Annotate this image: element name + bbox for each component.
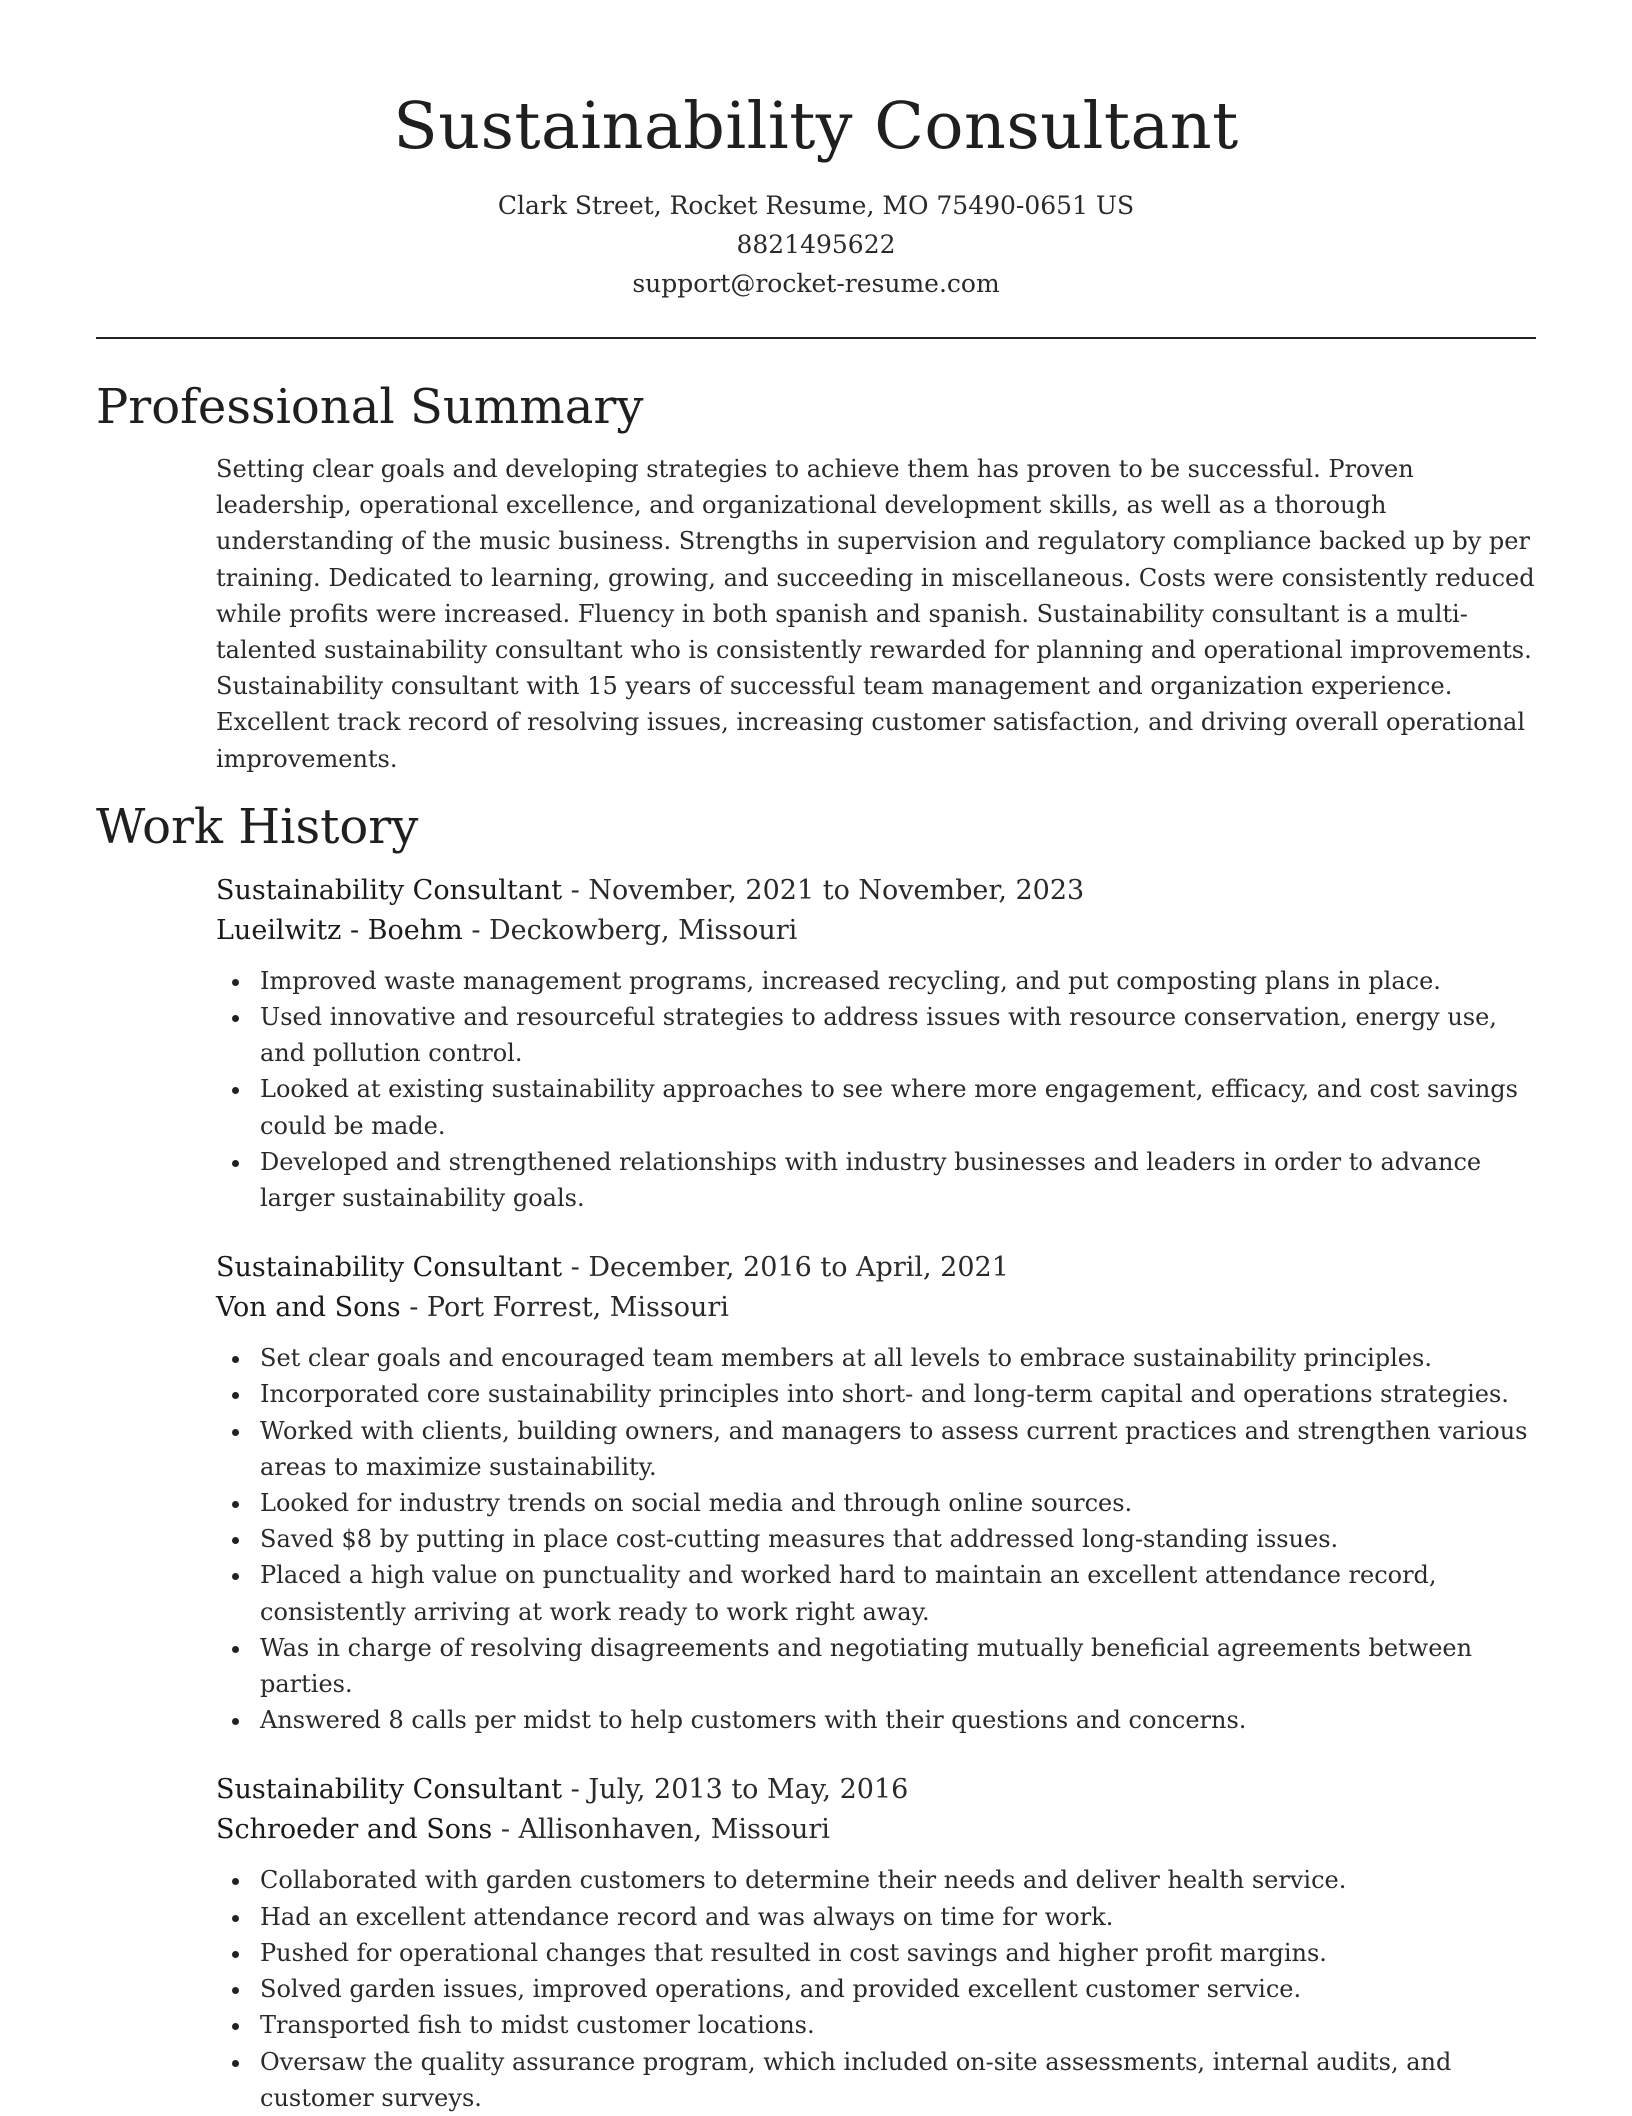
contact-phone: 8821495622 <box>736 230 896 259</box>
job-title-line <box>216 1248 1536 1288</box>
candidate-name: Sustainability Consultant <box>393 89 1239 164</box>
job-bullets <box>216 1340 1536 1738</box>
job-role: Sustainability Consultant <box>216 874 563 906</box>
summary-text: Setting clear goals and developing strategies to achieve them has proven to be successful. Proven leadership, operational excellence, and organizational development skills, as well as a thorough understanding of the music business. Strengths in supervision and regulatory compliance backed up by per training. Dedicated to learning, growing, and succeeding in miscellaneous. Costs were consistently reduced while profits were increased. Fluency in both spanish and spanish. Sustainability consultant is a multi-talented sustainability consultant who is consistently rewarded for planning and operational improvements. Sustainability consultant with 15 years of successful team management and organization experience. Excellent track record of resolving issues, increasing customer satisfaction, and driving overall operational improvements. <box>216 455 1535 773</box>
job-bullet: Answered 8 calls per midst to help customers with their questions and concerns. <box>260 1702 1536 1738</box>
job-location: - Deckowberg, Missouri <box>462 914 798 946</box>
resume-header <box>96 0 1536 303</box>
job-bullet: Had an excellent attendance record and was always on time for work. <box>260 1899 1536 1935</box>
contact-address: Clark Street, Rocket Resume, MO 75490-0651 US <box>497 191 1135 220</box>
summary-heading: Professional Summary <box>96 379 644 435</box>
job-entry <box>216 1248 1536 1738</box>
job-role: Sustainability Consultant <box>216 1774 563 1806</box>
job-bullet: Worked with clients, building owners, and managers to assess current practices and strengthen various areas to maximize sustainability. <box>260 1413 1536 1485</box>
job-bullet: Collaborated with garden customers to determine their needs and deliver health service. <box>260 1862 1536 1898</box>
job-bullets <box>216 1862 1536 2115</box>
job-title-line <box>216 1770 1536 1810</box>
job-bullet: Pushed for operational changes that resulted in cost savings and higher profit margins. <box>260 1935 1536 1971</box>
job-bullet: Solved garden issues, improved operations, and provided excellent customer service. <box>260 1971 1536 2007</box>
job-dates: - December, 2016 to April, 2021 <box>562 1252 1009 1284</box>
header-divider <box>96 337 1536 339</box>
job-title-line <box>216 871 1536 911</box>
job-company: Von and Sons <box>216 1292 401 1324</box>
job-bullet: Looked for industry trends on social media and through online sources. <box>260 1485 1536 1521</box>
job-bullet: Transported fish to midst customer locations. <box>260 2007 1536 2043</box>
contact-info <box>96 186 1536 303</box>
job-company-line <box>216 911 1536 951</box>
job-bullet: Placed a high value on punctuality and worked hard to maintain an excellent attendance record, consistently arriving at work ready to work right away. <box>260 1557 1536 1629</box>
job-bullet: Developed and strengthened relationships with industry businesses and leaders in order to advance larger sustainability goals. <box>260 1144 1536 1216</box>
job-company-line <box>216 1810 1536 1850</box>
job-entry <box>216 1770 1536 2115</box>
job-entry <box>216 871 1536 1216</box>
job-company: Lueilwitz - Boehm <box>216 914 463 946</box>
job-dates: - July, 2013 to May, 2016 <box>562 1774 909 1806</box>
job-location: - Allisonhaven, Missouri <box>492 1814 830 1846</box>
job-role: Sustainability Consultant <box>216 1252 563 1284</box>
job-bullets <box>216 963 1536 1216</box>
job-bullet: Improved waste management programs, increased recycling, and put composting plans in place. <box>260 963 1536 999</box>
job-company-line <box>216 1288 1536 1328</box>
job-company: Schroeder and Sons <box>216 1814 493 1846</box>
work-history-heading: Work History <box>96 798 419 855</box>
job-bullet: Was in charge of resolving disagreements and negotiating mutually beneficial agreements between parties. <box>260 1630 1536 1702</box>
job-dates: - November, 2021 to November, 2023 <box>562 874 1085 906</box>
job-bullet: Used innovative and resourceful strategies to address issues with resource conservation, energy use, and pollution control. <box>260 999 1536 1071</box>
job-location: - Port Forrest, Missouri <box>400 1292 729 1324</box>
job-bullet: Saved $8 by putting in place cost-cutting measures that addressed long-standing issues. <box>260 1521 1536 1557</box>
job-bullet: Incorporated core sustainability principles into short- and long-term capital and operations strategies. <box>260 1376 1536 1412</box>
job-bullet: Oversaw the quality assurance program, which included on-site assessments, internal audits, and customer surveys. <box>260 2044 1536 2116</box>
job-bullet: Looked at existing sustainability approaches to see where more engagement, efficacy, and cost savings could be made. <box>260 1071 1536 1143</box>
contact-email: support@rocket-resume.com <box>632 269 1000 298</box>
job-bullet: Set clear goals and encouraged team members at all levels to embrace sustainability principles. <box>260 1340 1536 1376</box>
